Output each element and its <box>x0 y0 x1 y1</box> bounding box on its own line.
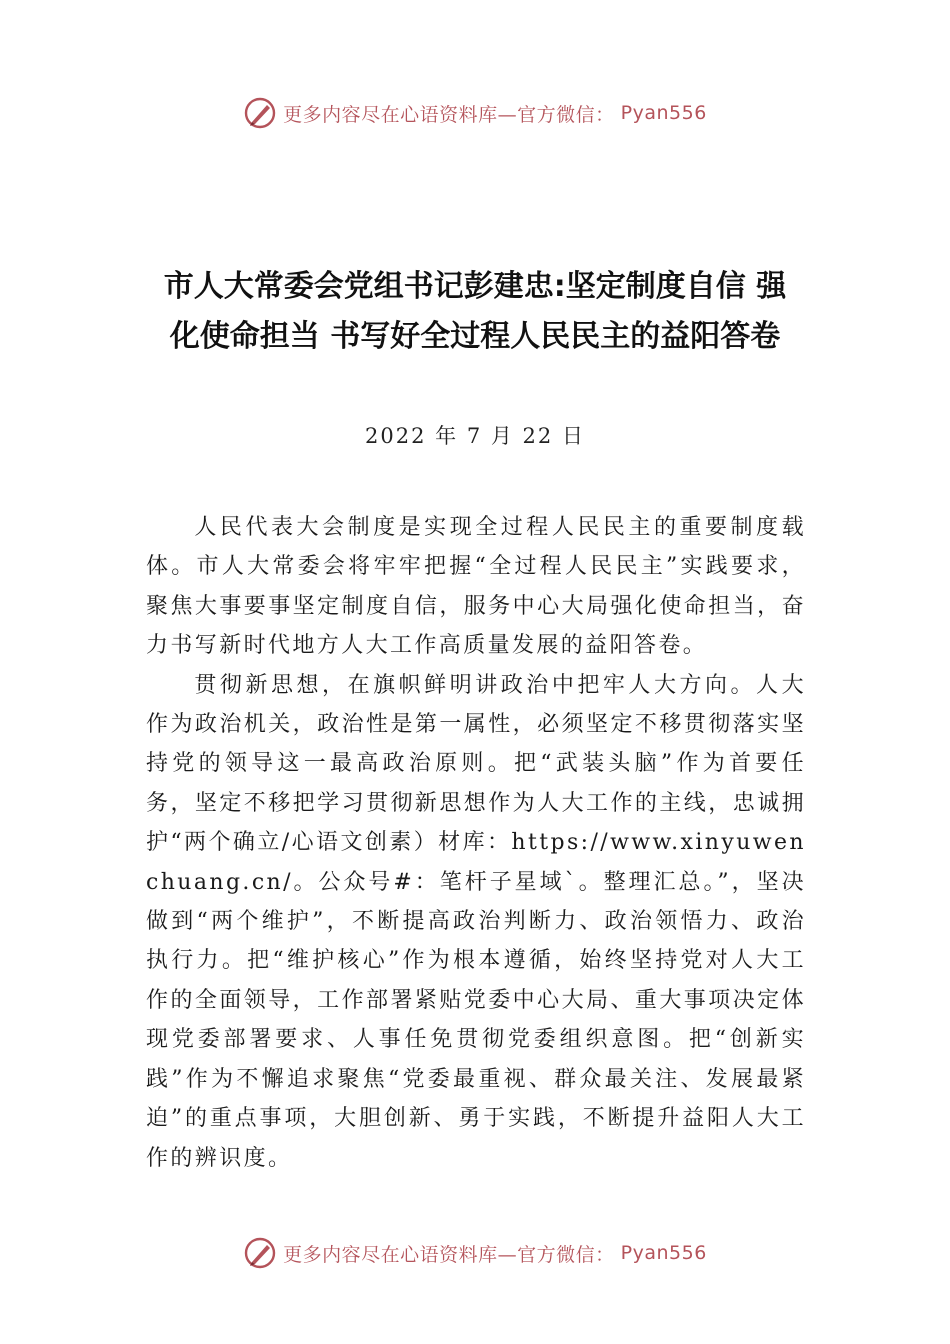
document-body <box>146 508 806 1178</box>
footer-watermark <box>0 1236 950 1270</box>
document-date: 2022 年 7 月 22 日 <box>365 424 585 448</box>
watermark-wechat-id: Pyan556 <box>620 102 707 124</box>
watermark-text: 更多内容尽在心语资料库—官方微信： <box>283 1243 615 1266</box>
pen-logo-icon <box>243 1236 277 1270</box>
pen-logo-icon <box>243 96 277 130</box>
watermark-text: 更多内容尽在心语资料库—官方微信： <box>283 103 615 126</box>
page-title: 市人大常委会党组书记彭建忠:坚定制度自信 强化使命担当 书写好全过程人民民主的益阳答卷 <box>163 269 787 354</box>
header-watermark <box>0 96 950 130</box>
paragraph: 人民代表大会制度是实现全过程人民民主的重要制度载体。市人大常委会将牢牢把握“全过程人民民主”实践要求，聚焦大事要事坚定制度自信，服务中心大局强化使命担当，奋力书写新时代地方人大工作高质量发展的益阳答卷。 <box>146 515 806 659</box>
watermark-wechat-id: Pyan556 <box>620 1242 707 1264</box>
paragraph: 贯彻新思想，在旗帜鲜明讲政治中把牢人大方向。人大 作为政治机关，政治性是第一属性，必须坚定不移贯彻落实坚持党的领导这一最高政治原则。把“武装头脑”作为首要任务，坚定不移把学习贯彻新思想作为人大工作的主线，忠诚拥护“两个确立/心语文创素）材库：https://www.xinyuwenchuang.cn/。公众号#：笔杆子星域`。整理汇总。”，坚决做到“两个维护”，不断提高政治判断力、政治领悟力、政治执行力。把“维护核心”作为根本遵循，始终坚持党对人大工作的全面领导，工作部署紧贴党委中心大局、重大事项决定体现党委部署要求、人事任免贯彻党委组织意图。把“创新实践”作为不懈追求聚焦“党委最重视、群众最关注、发展最紧迫”的重点事项，大胆创新、勇于实践，不断提升益阳人大工作的辨识度。 <box>146 672 806 1171</box>
